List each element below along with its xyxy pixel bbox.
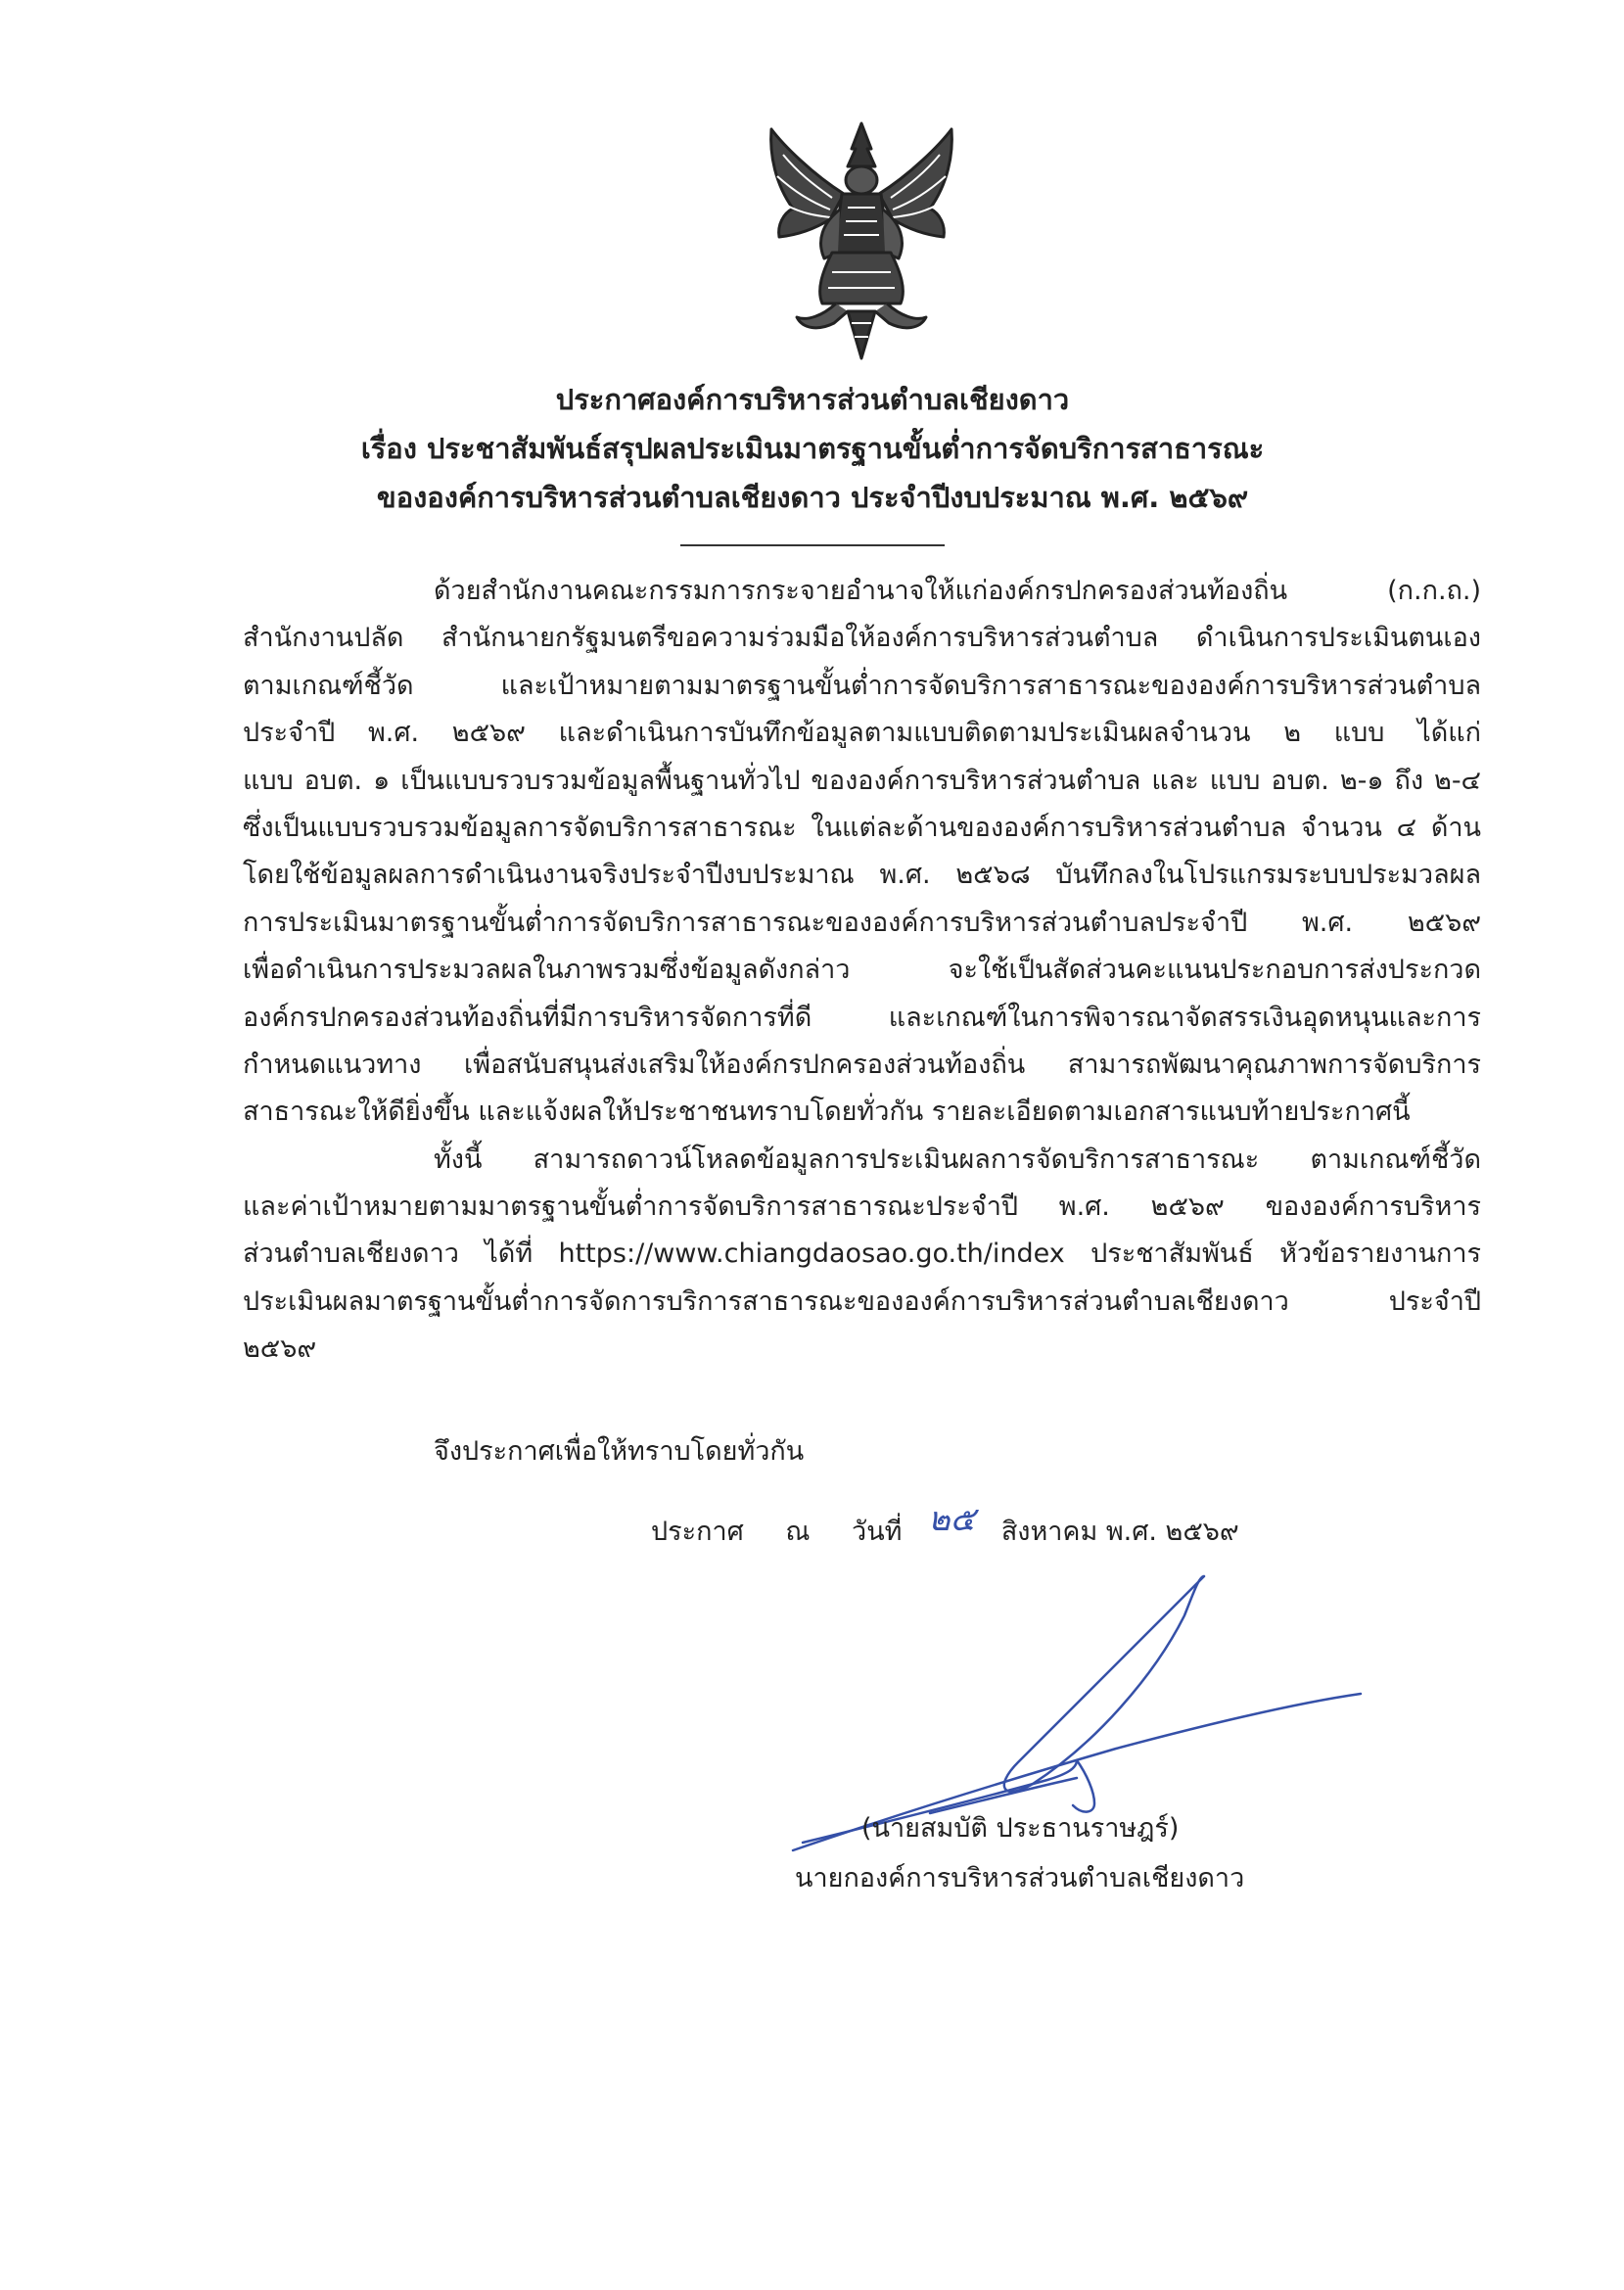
body-line: โดยใช้ข้อมูลผลการดำเนินงานจริงประจำปีงบประมาณ พ.ศ. ๒๕๖๘ บันทึกลงในโปรแกรมระบบประมวลผล — [243, 860, 1481, 891]
body-line: เพื่อดำเนินการประมวลผลในภาพรวมซึ่งข้อมูลดังกล่าว จะใช้เป็นสัดส่วนคะแนนประกอบการส่งประกวด — [243, 955, 1481, 986]
body-line: และค่าเป้าหมายตามมาตรฐานขั้นต่ำการจัดบริการสาธารณะประจำปี พ.ศ. ๒๕๖๙ ขององค์การบริหาร — [243, 1192, 1481, 1223]
body-line: ประเมินผลมาตรฐานขั้นต่ำการจัดการบริการสาธารณะขององค์การบริหารส่วนตำบลเชียงดาว ประจำปี — [243, 1285, 1481, 1317]
date-month-year: สิงหาคม พ.ศ. ๒๕๖๙ — [1000, 1517, 1239, 1547]
title-divider — [680, 544, 945, 546]
body-line: ซึ่งเป็นแบบรวบรวมข้อมูลการจัดบริการสาธารณะ ในแต่ละด้านขององค์การบริหารส่วนตำบล จำนวน ๔ ด้าน — [243, 812, 1481, 843]
signer-name: (นายสมบัติ ประธานราษฎร์) — [861, 1813, 1180, 1844]
garuda-emblem-icon — [754, 116, 969, 365]
body-line: สำนักงานปลัด สำนักนายกรัฐมนตรีขอความร่วมมือให้องค์การบริหารส่วนตำบล ดำเนินการประเมินตนเอง — [243, 623, 1481, 654]
body-line: การประเมินมาตรฐานขั้นต่ำการจัดบริการสาธารณะขององค์การบริหารส่วนตำบลประจำปี พ.ศ. ๒๕๖๙ — [243, 907, 1481, 938]
date-day-label: วันที่ — [852, 1517, 903, 1547]
announcement-body — [243, 568, 1481, 1374]
announcement-title: ประกาศองค์การบริหารส่วนตำบลเชียงดาว — [555, 383, 1070, 416]
date-day-handwritten: ๒๕ — [928, 1500, 976, 1539]
body-line: ทั้งนี้ สามารถดาวน์โหลดข้อมูลการประเมินผลการจัดบริการสาธารณะ ตามเกณฑ์ชี้วัด — [434, 1144, 1481, 1175]
body-line: ส่วนตำบลเชียงดาว ได้ที่ https://www.chiangdaosao.go.th/index ประชาสัมพันธ์ หัวข้อรายงานการ — [243, 1238, 1481, 1270]
body-line: สาธารณะให้ดียิ่งขึ้น และแจ้งผลให้ประชาชนทราบโดยทั่วกัน รายละเอียดตามเอกสารแนบท้ายประกาศนี้ — [243, 1097, 1411, 1128]
body-line: องค์กรปกครองส่วนท้องถิ่นที่มีการบริหารจัดการที่ดี และเกณฑ์ในการพิจารณาจัดสรรเงินอุดหนุนและการ — [243, 1002, 1481, 1033]
closing-statement: จึงประกาศเพื่อให้ทราบโดยทั่วกัน — [434, 1436, 805, 1467]
announcement-date — [651, 1502, 1239, 1555]
date-prefix: ประกาศ — [651, 1517, 744, 1547]
signer-title: นายกองค์การบริหารส่วนตำบลเชียงดาว — [795, 1863, 1245, 1893]
body-line: ด้วยสำนักงานคณะกรรมการกระจายอำนาจให้แก่องค์กรปกครองส่วนท้องถิ่น (ก.ก.ถ.) — [434, 576, 1481, 606]
body-line: ตามเกณฑ์ชี้วัด และเป้าหมายตามมาตรฐานขั้นต่ำการจัดบริการสาธารณะขององค์การบริหารส่วนตำบล — [243, 670, 1481, 701]
body-line: ประจำปี พ.ศ. ๒๕๖๙ และดำเนินการบันทึกข้อมูลตามแบบติดตามประเมินผลจำนวน ๒ แบบ ได้แก่ — [243, 718, 1481, 749]
announcement-subject-cont: ขององค์การบริหารส่วนตำบลเชียงดาว ประจำปีงบประมาณ พ.ศ. ๒๕๖๙ — [376, 481, 1249, 514]
body-line: ๒๕๖๙ — [243, 1333, 317, 1365]
announcement-subject: เรื่อง ประชาสัมพันธ์สรุปผลประเมินมาตรฐานขั้นต่ำการจัดบริการสาธารณะ — [360, 432, 1265, 465]
date-at: ณ — [785, 1517, 811, 1547]
body-line: กำหนดแนวทาง เพื่อสนับสนุนส่งเสริมให้องค์กรปกครองส่วนท้องถิ่น สามารถพัฒนาคุณภาพการจัดบริการ — [243, 1049, 1481, 1080]
body-line: แบบ อบต. ๑ เป็นแบบรวบรวมข้อมูลพื้นฐานทั่วไป ขององค์การบริหารส่วนตำบล และ แบบ อบต. ๒-๑ ถึง ๒-๔ — [243, 765, 1481, 796]
